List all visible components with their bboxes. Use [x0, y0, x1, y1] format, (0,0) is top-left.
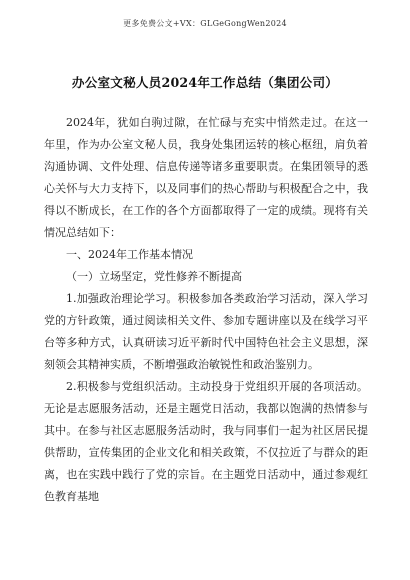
body-paragraph: 1.加强政治理论学习。积极参加各类政治学习活动，深入学习党的方针政策，通过阅读相关文件、参加专题讲座以及在线学习平台等多种方式，认真研读习近平新时代中国特色社会主义思想，深刻领会其精神实质，不断增强政治敏锐性和政治鉴别力。 — [44, 292, 368, 371]
section-heading: 一、2024年工作基本情况 — [66, 248, 193, 261]
document-title: 办公室文秘人员2024年工作总结（集团公司） — [71, 75, 339, 90]
header-note: 更多免费公文+VX：GLGeGongWen2024 — [123, 19, 287, 28]
document-body — [44, 112, 368, 508]
subsection-heading: （一）立场坚定，党性修养不断提高 — [66, 270, 242, 283]
intro-paragraph: 2024年，犹如白驹过隙，在忙碌与充实中悄然走过。在这一年里，作为办公室文秘人员，我身处集团运转的核心枢纽，肩负着沟通协调、文件处理、信息传递等诸多重要职责。在集团领导的悉心关怀与大力支持下，以及同事们的热心帮助与积极配合之中，我得以不断成长，在工作的各个方面都取得了一定的成绩。现将有关情况总结如下： — [44, 116, 368, 239]
body-paragraph: 2.积极参与党组织活动。主动投身于党组织开展的各项活动。无论是志愿服务活动，还是主题党日活动，我都以饱满的热情参与其中。在参与社区志愿服务活动时，我与同事们一起为社区居民提供帮助，宣传集团的企业文化和相关政策，不仅拉近了与群众的距离，也在实践中践行了党的宗旨。在主题党日活动中，通过参观红色教育基地 — [44, 380, 368, 503]
